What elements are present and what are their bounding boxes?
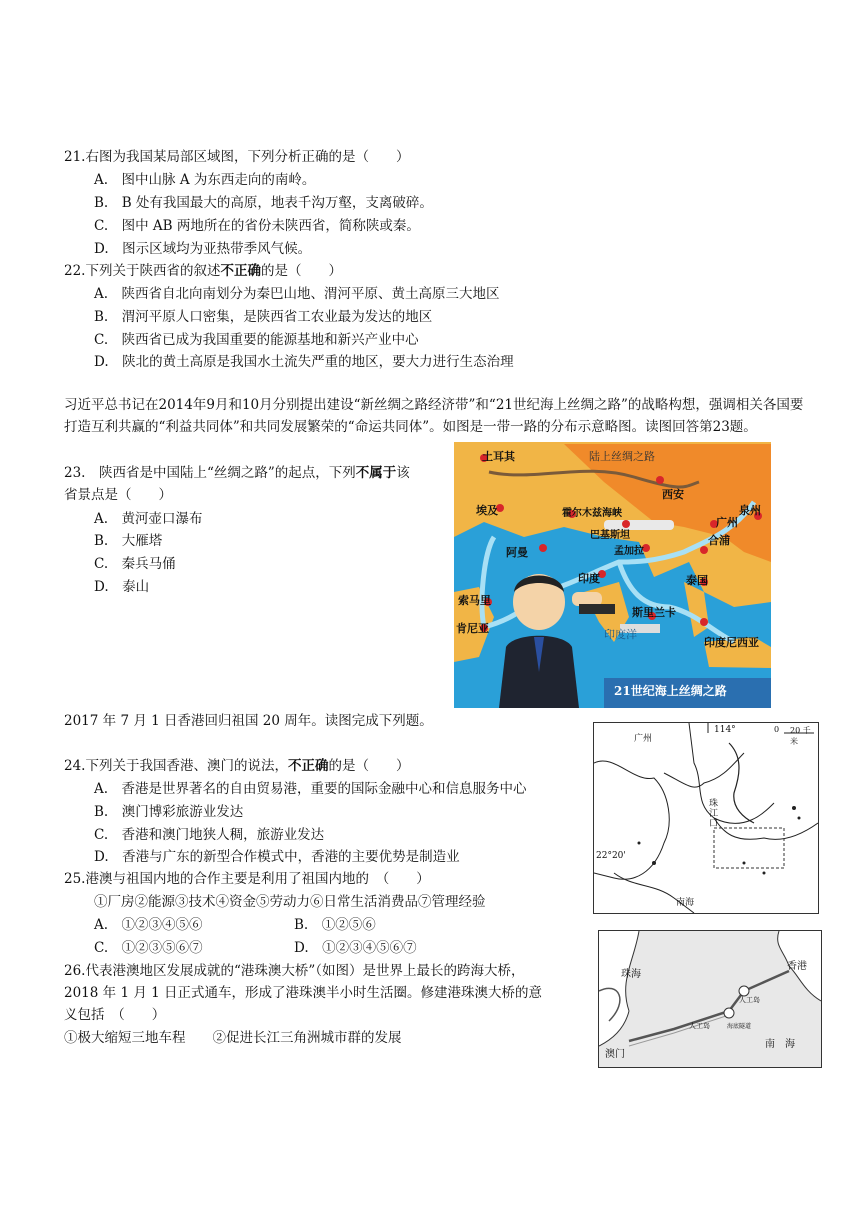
label-zhuhai: 珠海 <box>621 969 641 980</box>
q23-option-a: A. 黄河壶口瀑布 <box>94 511 203 527</box>
q26-line1: 26.代表港澳地区发展成就的“港珠澳大桥”（如图）是世界上最长的跨海大桥， <box>64 963 525 979</box>
hongkong-macau-map <box>593 722 819 914</box>
q25-option-b: B. ①②⑤⑥ <box>294 917 376 933</box>
q25-option-d: D. ①②③④⑤⑥⑦ <box>294 940 417 956</box>
q21-option-d: D. 图示区域均为亚热带季风气候。 <box>94 241 312 257</box>
label-pearl-river-mouth: 珠江口 <box>709 799 719 829</box>
q22-stem-pre: 22.下列关于陕西省的叙述 <box>64 263 221 279</box>
q23-option-d: D. 泰山 <box>94 579 150 595</box>
place-hepu: 合浦 <box>708 534 730 547</box>
q21-stem: 21.右图为我国某局部区域图，下列分析正确的是（ ） <box>64 149 410 165</box>
q25-option-c: C. ①②③⑤⑥⑦ <box>94 940 203 956</box>
place-oman: 阿曼 <box>506 546 528 559</box>
place-guangzhou: 广州 <box>716 516 738 529</box>
q21-option-a: A. 图中山脉 A 为东西走向的南岭。 <box>94 172 316 188</box>
place-indonesia: 印度尼西亚 <box>704 636 759 649</box>
q21-option-b: B. B 处有我国最大的高原，地表千沟万壑，支离破碎。 <box>94 195 433 211</box>
q23-stem-post: 该 <box>396 465 410 481</box>
q25-stem: 25.港澳与祖国内地的合作主要是利用了祖国内地的 （ ） <box>64 871 430 887</box>
place-xian: 西安 <box>662 488 684 501</box>
place-india: 印度 <box>578 572 600 585</box>
q23-option-b: B. 大雁塔 <box>94 533 163 549</box>
label-longitude: 114° <box>714 725 736 735</box>
q23-stem-pre: 23. 陕西省是中国陆上“丝绸之路”的起点，下列 <box>64 465 356 481</box>
place-kenya: 肯尼亚 <box>456 622 489 635</box>
intro-24: 2017 年 7 月 1 日香港回归祖国 20 周年。读图完成下列题。 <box>64 713 433 729</box>
q24-stem-emphasis: 不正确 <box>287 758 329 774</box>
label-south-sea-2: 南 海 <box>765 1039 795 1050</box>
q23-option-c: C. 秦兵马俑 <box>94 556 176 572</box>
hzm-bridge-map <box>598 930 822 1068</box>
label-macau: 澳门 <box>605 1049 625 1060</box>
q22-stem <box>64 262 342 280</box>
q23-stem-line1 <box>64 464 410 482</box>
q24-option-a: A. 香港是世界著名的自由贸易港，重要的国际金融中心和信息服务中心 <box>94 781 527 797</box>
label-hongkong: 香港 <box>787 961 807 972</box>
q24-option-c: C. 香港和澳门地狭人稠，旅游业发达 <box>94 827 325 843</box>
place-srilanka: 斯里兰卡 <box>632 606 676 619</box>
q26-line3: 义包括 （ ） <box>64 1007 166 1023</box>
passage-23: 习近平总书记在2014年9月和10月分别提出建设“新丝绸之路经济带”和“21世纪海上丝绸之路”的战略构想，强调相关各国要打造互利共赢的“利益共同体”和共同发展繁荣的“命运共同体”。如图是一带一路的分布示意略图。读图回答第23题。 <box>64 397 804 435</box>
sea-route-title: 21世纪海上丝绸之路 <box>614 684 727 698</box>
q22-stem-emphasis: 不正确 <box>220 263 261 279</box>
place-egypt: 埃及 <box>476 504 498 517</box>
label-latitude: 22°20' <box>596 851 626 861</box>
label-guangzhou: 广州 <box>634 734 653 744</box>
q24-stem-pre: 24.下列关于我国香港、澳门的说法， <box>64 758 288 774</box>
place-thailand: 泰国 <box>686 574 708 587</box>
land-route-title: 陆上丝绸之路 <box>589 450 655 463</box>
belt-road-map-graphic <box>454 442 771 708</box>
q23-stem-line2: 省景点是（ ） <box>64 487 172 503</box>
q23-stem-emphasis: 不属于 <box>355 465 397 481</box>
q25-items: ①厂房②能源③技术④资金⑤劳动力⑥日常生活消费品⑦管理经验 <box>94 894 486 910</box>
q22-option-d: D. 陕北的黄土高原是我国水土流失严重的地区，要大力进行生态治理 <box>94 354 514 370</box>
q24-option-b: B. 澳门博彩旅游业发达 <box>94 804 244 820</box>
q26-line2: 2018 年 1 月 1 日正式通车，形成了港珠澳半小时生活圈。修建港珠澳大桥的意 <box>64 985 542 1001</box>
q24-option-d: D. 香港与广东的新型合作模式中，香港的主要优势是制造业 <box>94 849 460 865</box>
belt-road-map <box>454 442 771 708</box>
label-undersea-tunnel: 海底隧道 <box>727 1023 752 1030</box>
label-artificial-island-1: 人工岛 <box>739 996 760 1004</box>
place-hormuz: 霍尔木兹海峡 <box>562 508 622 519</box>
q24-stem <box>64 757 409 775</box>
q22-option-a: A. 陕西省自北向南划分为秦巴山地、渭河平原、黄土高原三大地区 <box>94 286 500 302</box>
q22-option-b: B. 渭河平原人口密集，是陕西省工农业最为发达的地区 <box>94 309 433 325</box>
label-artificial-island-2: 人工岛 <box>689 1022 710 1030</box>
hongkong-macau-map-graphic <box>594 723 818 913</box>
scale-zero: 0 <box>774 725 780 734</box>
scale-twenty-km: 20 千米 <box>790 726 811 746</box>
place-quanzhou: 泉州 <box>739 504 761 517</box>
q21-option-c: C. 图中 AB 两地所在的省份未陕西省，简称陕或秦。 <box>94 218 420 234</box>
q22-option-c: C. 陕西省已成为我国重要的能源基地和新兴产业中心 <box>94 332 419 348</box>
place-somalia: 索马里 <box>458 594 491 607</box>
label-south-sea: 南海 <box>676 898 695 908</box>
q25-option-a: A. ①②③④⑤⑥ <box>94 917 203 933</box>
q24-stem-post: 的是（ ） <box>328 758 410 774</box>
place-turkey: 土耳其 <box>482 450 515 463</box>
q26-line4: ①极大缩短三地车程 ②促进长江三角洲城市群的发展 <box>64 1030 402 1046</box>
place-pakistan: 巴基斯坦 <box>590 530 630 541</box>
ocean-label: 印度洋 <box>604 628 637 641</box>
q22-stem-post: 的是（ ） <box>260 263 342 279</box>
place-bangladesh: 孟加拉 <box>614 546 644 557</box>
